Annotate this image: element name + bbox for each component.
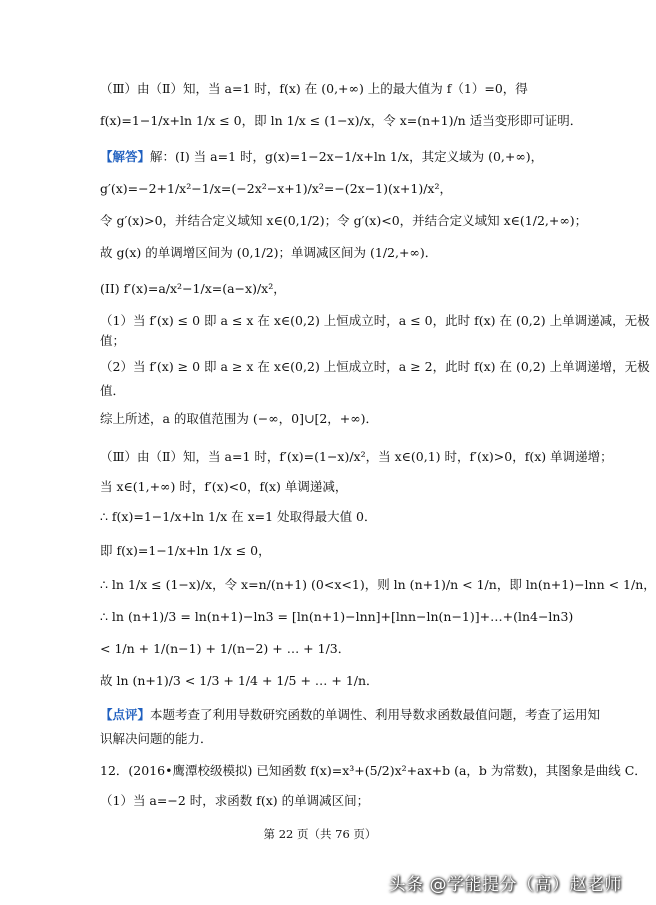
text-line: < 1/n + 1/(n−1) + 1/(n−2) + … + 1/3． — [100, 641, 351, 656]
page-footer: 第 22 页（共 76 页） — [263, 827, 377, 841]
text-line: 值； — [100, 333, 126, 348]
text-line: 令 g′(x)>0，并结合定义域知 x∈(0,1/2)；令 g′(x)<0，并结合定义域知 x∈(1/2,+∞)； — [100, 213, 588, 228]
question-line: 12．(2016•鹰潭校级模拟) 已知函数 f(x)=x³+(5/2)x²+ax+b (a，b 为常数)，其图象是曲线 C． — [100, 763, 647, 778]
answer-label: 【解答】 — [100, 149, 151, 164]
comment-line — [100, 706, 601, 724]
comment-label: 【点评】 — [100, 707, 151, 722]
text-line: 识解决问题的能力． — [100, 731, 213, 746]
text-line: 即 f(x)=1−1/x+ln 1/x ≤ 0， — [100, 543, 271, 558]
text-line: (II) f′(x)=a/x²−1/x=(a−x)/x²， — [100, 281, 286, 296]
text-line: （Ⅲ）由（Ⅱ）知，当 a=1 时，f′(x)=(1−x)/x²，当 x∈(0,1) 时，f′(x)>0，f(x) 单调递增； — [100, 449, 613, 464]
text-line: f(x)=1−1/x+ln 1/x ≤ 0，即 ln 1/x ≤ (1−x)/x，令 x=(n+1)/n 适当变形即可证明． — [100, 113, 583, 128]
text-line: （1）当 a=−2 时，求函数 f(x) 的单调减区间； — [100, 793, 370, 808]
text-line: （1）当 f′(x) ≤ 0 即 a ≤ x 在 x∈(0,2) 上恒成立时，a ≤ 0，此时 f(x) 在 (0,2) 上单调递减，无极 — [100, 313, 650, 328]
text-line: 本题考查了利用导数研究函数的单调性、利用导数求函数最值问题，考查了运用知 — [150, 707, 601, 722]
text-line: 当 x∈(1,+∞) 时，f′(x)<0，f(x) 单调递减， — [100, 479, 348, 494]
text-line: g′(x)=−2+1/x²−1/x=(−2x²−x+1)/x²=−(2x−1)(x+1)/x²， — [100, 181, 452, 196]
text-line: ∴ ln 1/x ≤ (1−x)/x，令 x=n/(n+1) (0<x<1)，则 ln (n+1)/n < 1/n，即 ln(n+1)−lnn < 1/n， — [100, 577, 656, 592]
text-line: 故 g(x) 的单调增区间为 (0,1/2)；单调减区间为 (1/2,+∞)． — [100, 245, 438, 260]
text-line: ∴ ln (n+1)/3 = ln(n+1)−ln3 = [ln(n+1)−lnn]+[lnn−ln(n−1)]+…+(ln4−ln3) — [100, 609, 574, 624]
text-line: 值． — [100, 383, 126, 398]
text-line: ∴ f(x)=1−1/x+ln 1/x 在 x=1 处取得最大值 0． — [100, 509, 377, 524]
watermark: 头条 @学能提分（高）赵老师 — [388, 875, 622, 895]
answer-line — [100, 148, 560, 166]
text-line: 故 ln (n+1)/3 < 1/3 + 1/4 + 1/5 + … + 1/n． — [100, 673, 379, 688]
text-line: （2）当 f′(x) ≥ 0 即 a ≥ x 在 x∈(0,2) 上恒成立时，a ≥ 2，此时 f(x) 在 (0,2) 上单调递增，无极 — [100, 359, 650, 374]
text-line: 解：(I) 当 a=1 时，g(x)=1−2x−1/x+ln 1/x，其定义域为 (0,+∞)， — [150, 149, 544, 164]
text-line: （Ⅲ）由（Ⅱ）知，当 a=1 时，f(x) 在 (0,+∞) 上的最大值为 f（1）=0，得 — [100, 81, 528, 96]
text-line: 综上所述，a 的取值范围为 (−∞，0]∪[2，+∞)． — [100, 411, 379, 426]
